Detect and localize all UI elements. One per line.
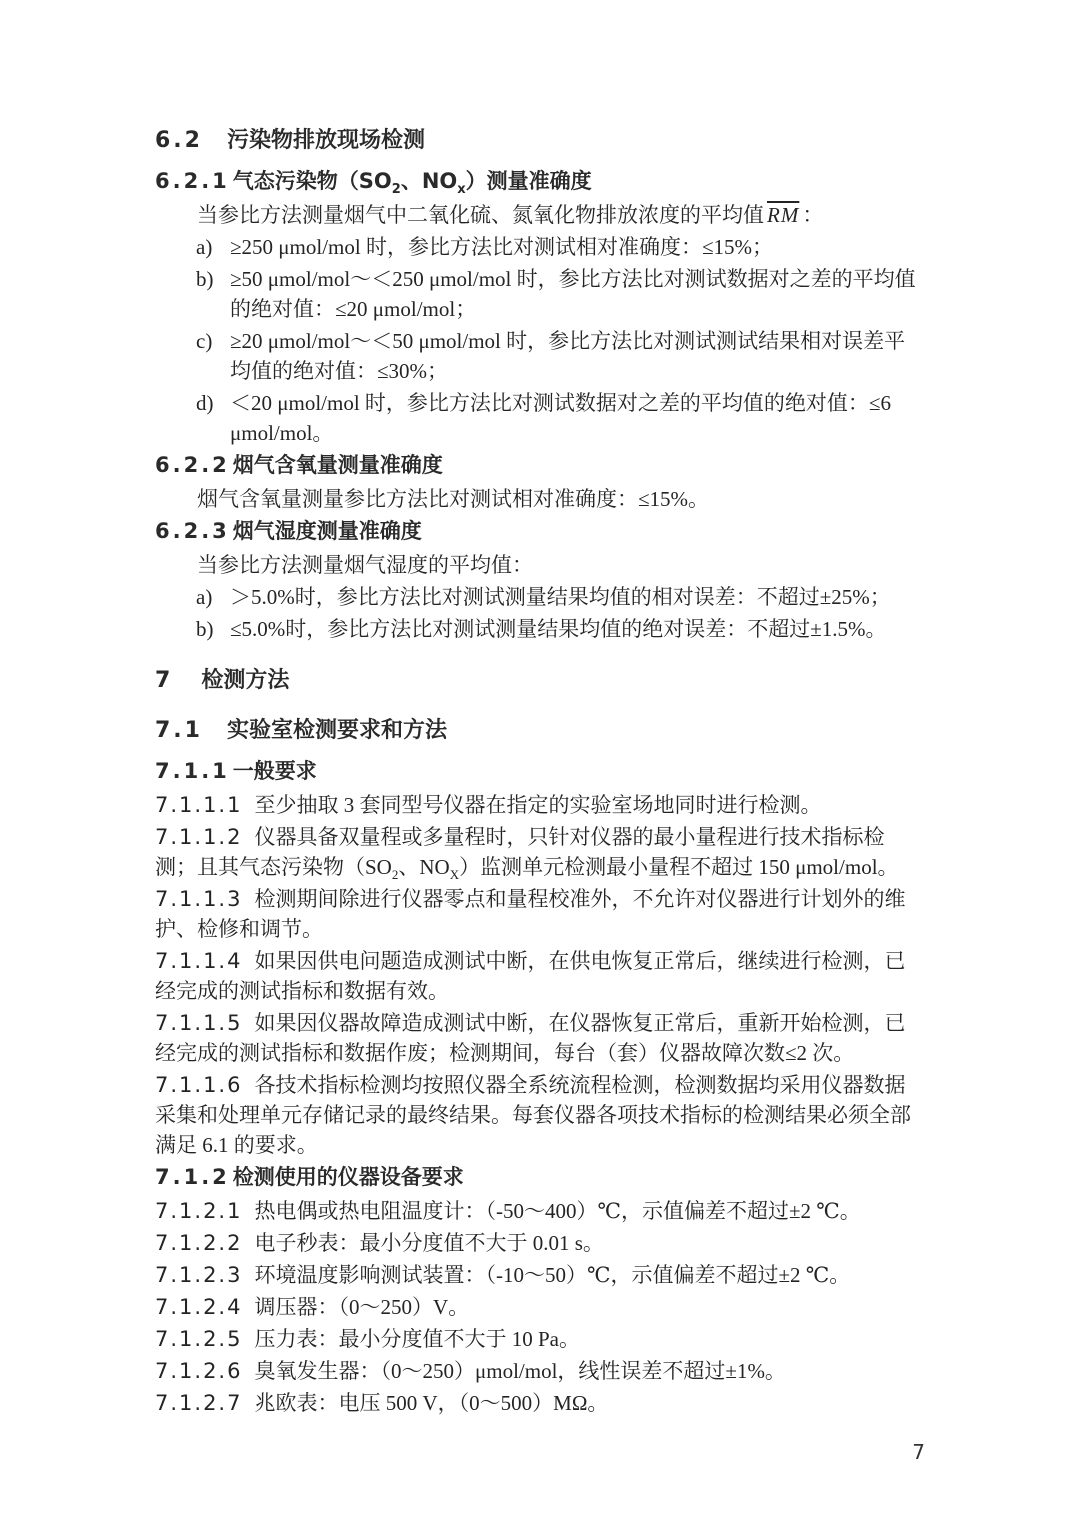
list-item [196, 326, 925, 386]
list-text [230, 388, 925, 448]
clause-paragraph [155, 1292, 925, 1322]
list-item [196, 614, 925, 644]
clause-number: 7.1.2.4 [155, 1295, 243, 1319]
clause-number: 7.1.1.2 [155, 825, 243, 849]
clause-number: 7 [155, 668, 174, 693]
text-run: ≥20 μmol/mol～＜50 μmol/mol 时，参比方法比对测试测试结果相对误差平均值的绝对值：≤30%； [230, 329, 906, 383]
clause-paragraph [155, 1196, 925, 1226]
list-label: a) [196, 235, 213, 259]
text-run: ≤5.0%时，参比方法比对测试测量结果均值的绝对误差：不超过±1.5%。 [230, 617, 887, 641]
clause-number: 7.1.1.3 [155, 887, 243, 911]
list-item [196, 264, 925, 324]
text-run: 气态污染物（SO [232, 169, 392, 193]
list-label: b) [196, 617, 214, 641]
list-item [196, 388, 925, 448]
text-run: 各技术指标检测均按照仪器全系统流程检测，检测数据均采用仪器数据采集和处理单元存储记录的最终结果。每套仪器各项技术指标的检测结果必须全部满足 6.1 的要求。 [155, 1073, 911, 1157]
clause-number: 6.2.2 [155, 453, 230, 477]
text-run: 电子秒表：最小分度值不大于 0.01 s。 [254, 1231, 604, 1255]
clause-paragraph [155, 1260, 925, 1290]
paragraph [155, 200, 925, 230]
paragraph [155, 550, 925, 580]
list-item [196, 232, 925, 262]
heading-7.1.2 [155, 1162, 925, 1192]
list-text [230, 232, 925, 262]
clause-number: 7.1.1.4 [155, 949, 243, 973]
clause-paragraph [155, 790, 925, 820]
text-run: 热电偶或热电阻温度计：（-50～400）℃，示值偏差不超过±2 ℃。 [254, 1199, 861, 1223]
list-text [230, 614, 925, 644]
clause-number: 7.1.1 [155, 759, 230, 783]
heading-7 [155, 666, 925, 696]
clause-number: 7.1 [155, 718, 203, 743]
text-run: ＜20 μmol/mol 时，参比方法比对测试数据对之差的平均值的绝对值：≤6 μmol/mol。 [230, 391, 891, 445]
heading-6.2.3 [155, 516, 925, 546]
subscript-text: 2 [391, 867, 399, 882]
text-run: 、NO [400, 169, 458, 193]
text-run: ≥50 μmol/mol～＜250 μmol/mol 时，参比方法比对测试数据对之差的平均值的绝对值：≤20 μmol/mol； [230, 267, 916, 321]
text-run: 烟气湿度测量准确度 [232, 519, 422, 543]
text-run: 压力表：最小分度值不大于 10 Pa。 [254, 1327, 580, 1351]
list-label: a) [196, 585, 213, 609]
clause-number: 7.1.1.5 [155, 1011, 243, 1035]
text-run: ： [802, 203, 824, 227]
clause-paragraph [155, 946, 925, 1006]
clause-number: 6.2.1 [155, 169, 230, 193]
text-run: 实验室检测要求和方法 [226, 718, 447, 743]
text-run: 臭氧发生器：（0～250）μmol/mol，线性误差不超过±1%。 [254, 1359, 786, 1383]
text-run: 当参比方法测量烟气中二氧化硫、氮氧化物排放浓度的平均值 [197, 203, 764, 227]
text-run: 调压器：（0～250）V。 [254, 1295, 470, 1319]
text-run: 如果因供电问题造成测试中断，在供电恢复正常后，继续进行检测，已经完成的测试指标和数据有效。 [155, 949, 906, 1003]
clause-number: 7.1.2.5 [155, 1327, 243, 1351]
clause-paragraph [155, 822, 925, 882]
subscript-text: 2 [391, 182, 401, 197]
clause-number: 7.1.2.3 [155, 1263, 243, 1287]
text-run: 烟气含氧量测量准确度 [232, 453, 443, 477]
clause-number: 6.2.3 [155, 519, 230, 543]
list-text [230, 582, 925, 612]
clause-paragraph [155, 1388, 925, 1418]
text-run: 仪器具备双量程或多量程时，只针对仪器的最小量程进行技术指标检测；且其气态污染物（SO [155, 825, 885, 879]
clause-number: 7.1.1.6 [155, 1073, 243, 1097]
clause-paragraph [155, 1228, 925, 1258]
text-run: 检测期间除进行仪器零点和量程校准外，不允许对仪器进行计划外的维护、检修和调节。 [155, 887, 906, 941]
list-label: b) [196, 267, 214, 291]
text-run: ）监测单元检测最小量程不超过 150 μmol/mol。 [459, 855, 899, 879]
clause-paragraph [155, 1324, 925, 1354]
text-run: ＞5.0%时，参比方法比对测试测量结果均值的相对误差：不超过±25%； [230, 585, 891, 609]
text-run: ）测量准确度 [465, 169, 592, 193]
heading-6.2 [155, 126, 925, 156]
clause-number: 7.1.1.1 [155, 793, 243, 817]
clause-paragraph [155, 1008, 925, 1068]
subscript-text: x [457, 182, 466, 197]
clause-number: 7.1.2.2 [155, 1231, 243, 1255]
text-run: 如果因仪器故障造成测试中断，在仪器恢复正常后，重新开始检测，已经完成的测试指标和数据作废；检测期间，每台（套）仪器故障次数≤2 次。 [155, 1011, 906, 1065]
text-run: 检测方法 [201, 668, 290, 693]
document-body [155, 126, 925, 1418]
heading-7.1.1 [155, 756, 925, 786]
text-run: 一般要求 [232, 759, 317, 783]
heading-6.2.1 [155, 166, 925, 196]
list-label: d) [196, 391, 214, 415]
clause-number: 7.1.2 [155, 1165, 230, 1189]
paragraph [155, 484, 925, 514]
text-run: 兆欧表：电压 500 V，（0～500）MΩ。 [254, 1391, 609, 1415]
text-run: ≥250 μmol/mol 时，参比方法比对测试相对准确度：≤15%； [230, 235, 773, 259]
clause-number: 7.1.2.6 [155, 1359, 243, 1383]
text-run: 污染物排放现场检测 [226, 128, 425, 153]
clause-number: 7.1.2.1 [155, 1199, 243, 1223]
text-run: 检测使用的仪器设备要求 [232, 1165, 464, 1189]
subscript-text: X [449, 867, 460, 882]
list-item [196, 582, 925, 612]
text-run: 烟气含氧量测量参比方法比对测试相对准确度：≤15%。 [197, 487, 710, 511]
clause-paragraph [155, 1356, 925, 1386]
clause-paragraph [155, 884, 925, 944]
heading-7.1 [155, 716, 925, 746]
list-text [230, 326, 925, 386]
heading-6.2.2 [155, 450, 925, 480]
clause-number: 7.1.2.7 [155, 1391, 243, 1415]
clause-number: 6.2 [155, 128, 203, 153]
text-run: 至少抽取 3 套同型号仪器在指定的实验室场地同时进行检测。 [254, 793, 822, 817]
list-label: c) [196, 329, 213, 353]
page-number: 7 [912, 1440, 925, 1464]
rm-overline-symbol: $\overline{RM}$ [767, 203, 800, 227]
text-run: 、NO [398, 855, 450, 879]
clause-paragraph [155, 1070, 925, 1160]
text-run: 环境温度影响测试装置：（-10～50）℃，示值偏差不超过±2 ℃。 [254, 1263, 851, 1287]
text-run: 当参比方法测量烟气湿度的平均值： [197, 553, 533, 577]
list-text [230, 264, 925, 324]
